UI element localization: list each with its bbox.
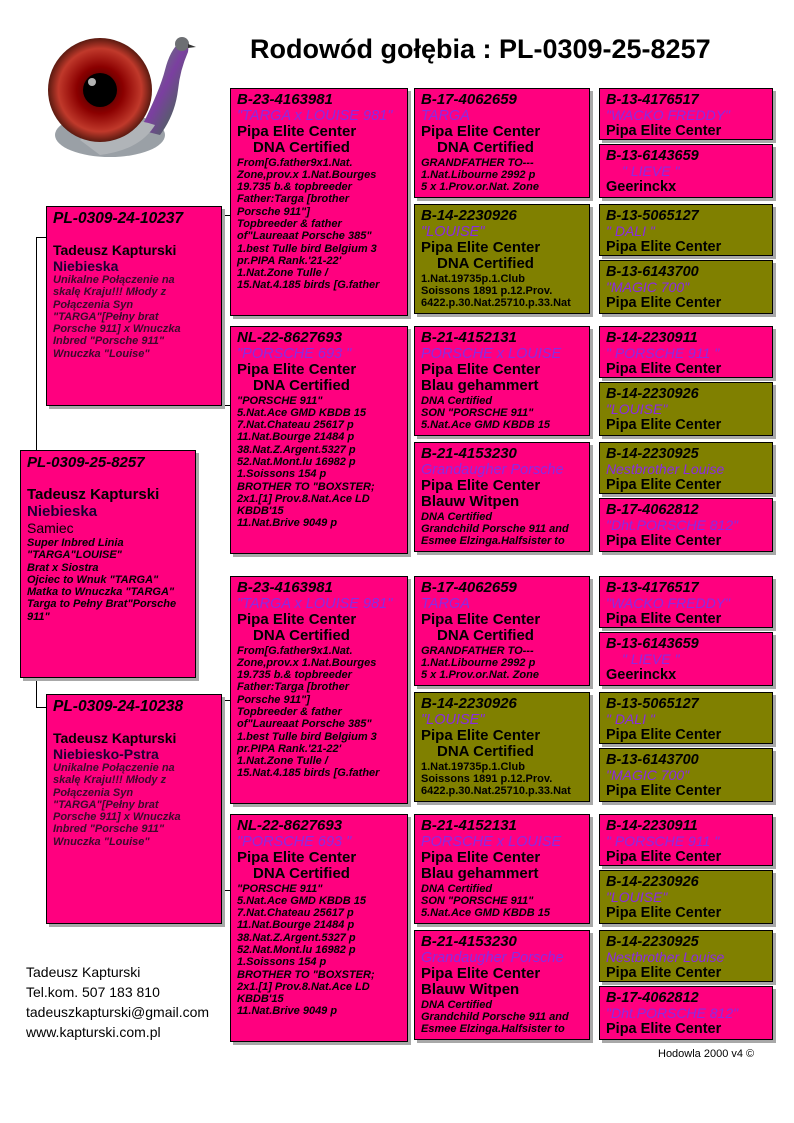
ggp-name: PORSCHE x LOUISE [421, 345, 562, 362]
ggp-dna: Blau gehammert [421, 865, 539, 882]
dam-color: Niebiesko-Pstra [53, 746, 159, 762]
gggp-name: " DALI " [606, 711, 655, 727]
granddam-name: "PORSCHE 693 " [237, 833, 352, 850]
gggp-card [599, 144, 773, 198]
gggp-card [599, 692, 773, 744]
gggp-ring: B-13-4176517 [606, 580, 699, 596]
gggp-owner: Pipa Elite Center [606, 727, 722, 743]
ggp-dna: DNA Certified [437, 743, 534, 760]
gggp-owner: Pipa Elite Center [606, 905, 722, 921]
gggp-owner: Pipa Elite Center [606, 477, 722, 493]
connector-line [222, 405, 230, 406]
sire-notes: Unikalne Połączenie na skalę Kraju!!! Młody z Połączenia Syn "TARGA"[Pełny brat Porsche 911] x Wnuczka Inbred "Porsche 911" Wnuczka "Louise" [53, 274, 181, 360]
grandsire-card [230, 576, 408, 804]
granddam-ring: NL-22-8627693 [237, 329, 343, 346]
gggp-card [599, 986, 773, 1040]
grandsire-notes: From[G.father9x1.Nat. Zone,prov.x 1.Nat.Bourges 19.735 b.& topbreeder Father:Targa [brother Porsche 911"] Topbreeder & father of"Laureaat Porsche 385" 1.best Tulle bird Belgium 3 pr.PIPA Rank.'21-22' 1.Nat.Zone Tulle / 15.Nat.4.185 birds [G.father [237, 156, 380, 292]
ggp-ring: B-17-4062659 [421, 579, 517, 596]
grandsire-owner: Pipa Elite Center [237, 610, 357, 628]
footer-credit: Hodowla 2000 v4 © [658, 1048, 755, 1060]
grandsire-ring: B-23-4163981 [237, 579, 333, 596]
gggp-ring: B-13-6143700 [606, 752, 699, 768]
gggp-ring: B-13-4176517 [606, 92, 699, 108]
gggp-card [599, 814, 773, 866]
gggp-owner: Pipa Elite Center [606, 295, 722, 311]
ggp-owner: Pipa Elite Center [421, 360, 541, 378]
ggp-card-1 [414, 88, 590, 198]
gggp-owner: Pipa Elite Center [606, 361, 722, 377]
contact-block [26, 962, 209, 1042]
connector-line [222, 700, 230, 701]
gggp-owner: Pipa Elite Center [606, 533, 722, 549]
ggp-notes: DNA Certified SON "PORSCHE 911" 5.Nat.Ace GMD KBDB 15 [421, 394, 550, 432]
ggp-ring: B-21-4152131 [421, 329, 517, 346]
contact-name: Tadeusz Kapturski [26, 964, 141, 980]
gggp-owner: Pipa Elite Center [606, 417, 722, 433]
gggp-name: "Dht.PORSCHE 812" [606, 1005, 739, 1021]
ggp-dna: Blauw Witpen [421, 493, 520, 510]
gggp-card [599, 748, 773, 802]
granddam-owner: Pipa Elite Center [237, 360, 357, 378]
dam-notes: Unikalne Połączenie na skalę Kraju!!! Młody z Połączenia Syn "TARGA"[Pełny brat Porsche 911] x Wnuczka Inbred "Porsche 911" Wnuczka "Louise" [53, 762, 181, 848]
gggp-name: "LOUISE" [606, 401, 668, 417]
granddam-name: "PORSCHE 693 " [237, 345, 352, 362]
gggp-owner: Pipa Elite Center [606, 965, 722, 981]
gggp-name: Nestbrother Louise [606, 949, 725, 965]
ggp-ring: B-14-2230926 [421, 207, 517, 224]
ggp-name: TARGA [421, 595, 470, 612]
connector-line [222, 215, 230, 216]
pigeon-eye-logo [40, 30, 200, 170]
gggp-card [599, 576, 773, 628]
connector-line [222, 890, 230, 891]
gggp-ring: B-14-2230911 [606, 330, 698, 346]
ggp-name: Grandaugher Porsche [421, 461, 564, 478]
grandsire-name: "TARGA x LOUISE 981" [237, 595, 393, 612]
subject-color: Niebieska [27, 503, 98, 520]
gggp-owner: Pipa Elite Center [606, 239, 722, 255]
gggp-name: "Dht.PORSCHE 812" [606, 517, 739, 533]
grandsire-dna: DNA Certified [253, 627, 350, 644]
sire-ring: PL-0309-24-10237 [53, 210, 184, 227]
ggp-name: Grandaugher Porsche [421, 949, 564, 966]
ggp-dna: Blau gehammert [421, 377, 539, 394]
gggp-name: " DALI " [606, 223, 655, 239]
grandsire-name: "TARGA x LOUISE 981" [237, 107, 393, 124]
gggp-owner: Geerinckx [606, 667, 677, 683]
granddam-card [230, 326, 408, 554]
gggp-name: "MAGIC 700" [606, 767, 690, 783]
grandsire-card [230, 88, 408, 316]
ggp-ring: B-21-4153230 [421, 445, 517, 462]
sire-color: Niebieska [53, 258, 119, 274]
granddam-dna: DNA Certified [253, 377, 350, 394]
gggp-name: " LIEVE " [622, 651, 680, 667]
dam-ring: PL-0309-24-10238 [53, 698, 184, 715]
ggp-owner: Pipa Elite Center [421, 476, 541, 494]
granddam-notes: "PORSCHE 911" 5.Nat.Ace GMD KBDB 15 7.Nat.Chateau 25617 p 11.Nat.Bourge 21484 p 38.Nat.Z.Argent.5327 p 52.Nat.Mont.lu 16982 p 1.Soissons 154 p BROTHER TO "BOXSTER; 2x1.[1] Prov.8.Nat.Ace LD KBDB'15 11.Nat.Brive 9049 p [237, 394, 375, 530]
gggp-card [599, 442, 773, 494]
granddam-owner: Pipa Elite Center [237, 848, 357, 866]
ggp-card-3 [414, 326, 590, 436]
gggp-owner: Pipa Elite Center [606, 123, 722, 139]
gggp-card [599, 88, 773, 140]
ggp-ring: B-21-4152131 [421, 817, 517, 834]
grandsire-notes: From[G.father9x1.Nat. Zone,prov.x 1.Nat.Bourges 19.735 b.& topbreeder Father:Targa [brother Porsche 911"] Topbreeder & father of"Laureaat Porsche 385" 1.best Tulle bird Belgium 3 pr.PIPA Rank.'21-22' 1.Nat.Zone Tulle / 15.Nat.4.185 birds [G.father [237, 644, 380, 780]
ggp-name: PORSCHE x LOUISE [421, 833, 562, 850]
ggp-dna: DNA Certified [437, 139, 534, 156]
ggp-card-5 [414, 576, 590, 686]
ggp-name: "LOUISE" [421, 223, 485, 240]
granddam-card [230, 814, 408, 1042]
ggp-name: "LOUISE" [421, 711, 485, 728]
subject-notes: Super Inbred Linia "TARGA"LOUISE" Brat x Siostra Ojciec to Wnuk "TARGA" Matka to Wnuczka "TARGA" Targa to Pełny Brat"Porsche 911" [27, 537, 177, 623]
connector-line [36, 677, 37, 707]
gggp-name: "MAGIC 700" [606, 279, 690, 295]
connector-line [222, 700, 223, 890]
sire-owner: Tadeusz Kapturski [53, 242, 177, 258]
grandsire-ring: B-23-4163981 [237, 91, 333, 108]
connector-line [36, 237, 46, 238]
contact-phone: Tel.kom. 507 183 810 [26, 984, 160, 1000]
ggp-notes: 1.Nat.19735p.1.Club Soissons 1891 p.12.Prov. 6422.p.30.Nat.25710.p.33.Nat [421, 760, 571, 797]
ggp-notes: 1.Nat.19735p.1.Club Soissons 1891 p.12.Prov. 6422.p.30.Nat.25710.p.33.Nat [421, 272, 571, 309]
gggp-ring: B-14-2230926 [606, 874, 699, 890]
dam-owner: Tadeusz Kapturski [53, 730, 177, 746]
gggp-ring: B-13-6143700 [606, 264, 699, 280]
gggp-ring: B-14-2230925 [606, 446, 699, 462]
gggp-card [599, 204, 773, 256]
ggp-owner: Pipa Elite Center [421, 848, 541, 866]
grandsire-owner: Pipa Elite Center [237, 122, 357, 140]
contact-website[interactable]: www.kapturski.com.pl [26, 1024, 161, 1040]
gggp-ring: B-17-4062812 [606, 502, 699, 518]
ggp-owner: Pipa Elite Center [421, 610, 541, 628]
ggp-dna: Blauw Witpen [421, 981, 520, 998]
gggp-name: " PORSCHE 911 " [606, 833, 720, 849]
gggp-card [599, 326, 773, 378]
gggp-ring: B-14-2230911 [606, 818, 698, 834]
ggp-ring: B-17-4062659 [421, 91, 517, 108]
ggp-notes: GRANDFATHER TO--- 1.Nat.Libourne 2992 p 5 x 1.Prov.or.Nat. Zone [421, 644, 539, 682]
ggp-card-4 [414, 442, 590, 552]
gggp-owner: Pipa Elite Center [606, 611, 722, 627]
gggp-card [599, 632, 773, 686]
gggp-card [599, 260, 773, 314]
ggp-owner: Pipa Elite Center [421, 122, 541, 140]
ggp-card-2 [414, 204, 590, 314]
ggp-notes: DNA Certified Grandchild Porsche 911 and Esmee Elzinga.Halfsister to [421, 998, 569, 1036]
subject-card [20, 450, 196, 678]
gggp-name: " LIEVE " [622, 163, 680, 179]
ggp-card-6 [414, 692, 590, 802]
connector-line [222, 215, 223, 405]
ggp-notes: DNA Certified Grandchild Porsche 911 and Esmee Elzinga.Halfsister to [421, 510, 569, 548]
ggp-dna: DNA Certified [437, 627, 534, 644]
gggp-ring: B-13-6143659 [606, 148, 699, 164]
ggp-card-7 [414, 814, 590, 924]
gggp-owner: Geerinckx [606, 179, 677, 195]
ggp-ring: B-21-4153230 [421, 933, 517, 950]
contact-email[interactable]: tadeuszkapturski@gmail.com [26, 1004, 210, 1020]
gggp-name: Nestbrother Louise [606, 461, 725, 477]
granddam-notes: "PORSCHE 911" 5.Nat.Ace GMD KBDB 15 7.Nat.Chateau 25617 p 11.Nat.Bourge 21484 p 38.Nat.Z.Argent.5327 p 52.Nat.Mont.lu 16982 p 1.Soissons 154 p BROTHER TO "BOXSTER; 2x1.[1] Prov.8.Nat.Ace LD KBDB'15 11.Nat.Brive 9049 p [237, 882, 375, 1018]
gggp-ring: B-13-6143659 [606, 636, 699, 652]
gggp-owner: Pipa Elite Center [606, 783, 722, 799]
granddam-ring: NL-22-8627693 [237, 817, 343, 834]
page-title: Rodowód gołębia : PL-0309-25-8257 [250, 34, 711, 64]
subject-owner: Tadeusz Kapturski [27, 486, 160, 503]
dam-card [46, 694, 222, 924]
gggp-name: "WACKO FREDDY" [606, 107, 731, 123]
gggp-owner: Pipa Elite Center [606, 1021, 722, 1037]
ggp-notes: DNA Certified SON "PORSCHE 911" 5.Nat.Ace GMD KBDB 15 [421, 882, 550, 920]
gggp-ring: B-14-2230926 [606, 386, 699, 402]
gggp-card [599, 870, 773, 924]
gggp-card [599, 930, 773, 982]
gggp-name: "LOUISE" [606, 889, 668, 905]
grandsire-dna: DNA Certified [253, 139, 350, 156]
ggp-owner: Pipa Elite Center [421, 964, 541, 982]
sire-card [46, 206, 222, 406]
granddam-dna: DNA Certified [253, 865, 350, 882]
subject-ring: PL-0309-25-8257 [27, 454, 145, 471]
gggp-ring: B-13-5065127 [606, 208, 699, 224]
gggp-name: "WACKO FREDDY" [606, 595, 731, 611]
ggp-notes: GRANDFATHER TO--- 1.Nat.Libourne 2992 p 5 x 1.Prov.or.Nat. Zone [421, 156, 539, 194]
ggp-owner: Pipa Elite Center [421, 726, 541, 744]
subject-sex: Samiec [27, 520, 74, 536]
ggp-name: TARGA [421, 107, 470, 124]
connector-line [36, 707, 46, 708]
gggp-name: " PORSCHE 911 " [606, 345, 720, 361]
ggp-card-8 [414, 930, 590, 1040]
gggp-card [599, 382, 773, 436]
gggp-ring: B-17-4062812 [606, 990, 699, 1006]
connector-line [36, 237, 37, 452]
ggp-dna: DNA Certified [437, 255, 534, 272]
gggp-ring: B-14-2230925 [606, 934, 699, 950]
gggp-card [599, 498, 773, 552]
gggp-ring: B-13-5065127 [606, 696, 699, 712]
ggp-owner: Pipa Elite Center [421, 238, 541, 256]
ggp-ring: B-14-2230926 [421, 695, 517, 712]
gggp-owner: Pipa Elite Center [606, 849, 722, 865]
